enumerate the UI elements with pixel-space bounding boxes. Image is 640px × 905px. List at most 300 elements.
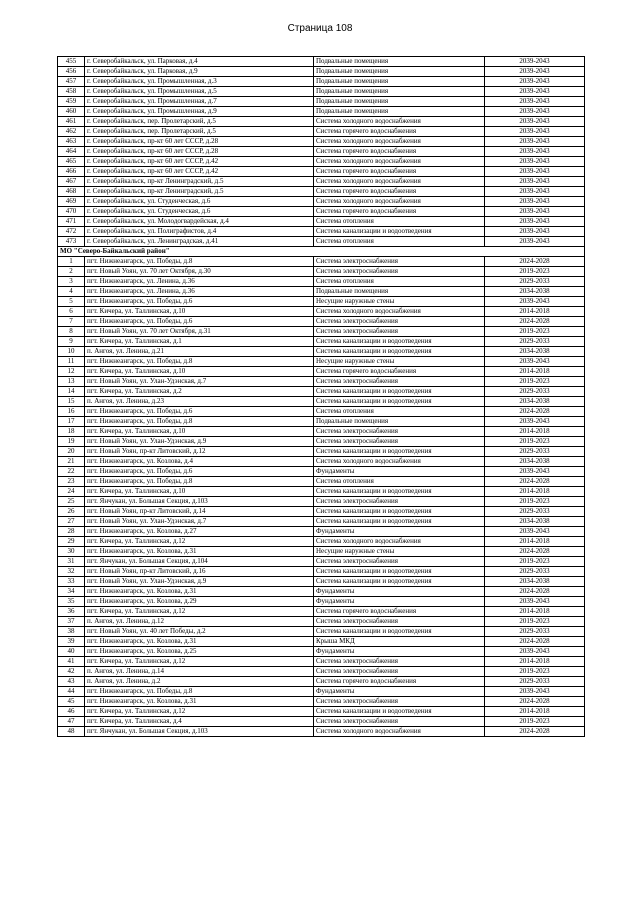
table-row bbox=[58, 177, 585, 187]
period-cell: 2029-2033 bbox=[485, 677, 585, 687]
table-row bbox=[58, 77, 585, 87]
table-row bbox=[58, 257, 585, 267]
table-row bbox=[58, 117, 585, 127]
row-number-cell: 458 bbox=[58, 87, 85, 97]
work-type-cell: Подвальные помещения bbox=[314, 97, 485, 107]
period-cell: 2019-2023 bbox=[485, 327, 585, 337]
work-type-cell: Система канализации и водоотведения bbox=[314, 337, 485, 347]
address-cell: пгт. Нижнеангарск, ул. Победы, д.6 bbox=[85, 407, 314, 417]
table-row bbox=[58, 207, 585, 217]
row-number-cell: 22 bbox=[58, 467, 85, 477]
row-number-cell: 2 bbox=[58, 267, 85, 277]
period-cell: 2014-2018 bbox=[485, 307, 585, 317]
address-cell: пгт. Нижнеангарск, ул. Козлова, д.31 bbox=[85, 637, 314, 647]
row-number-cell: 32 bbox=[58, 567, 85, 577]
work-type-cell: Система горячего водоснабжения bbox=[314, 147, 485, 157]
row-number-cell: 464 bbox=[58, 147, 85, 157]
row-number-cell: 469 bbox=[58, 197, 85, 207]
period-cell: 2034-2038 bbox=[485, 517, 585, 527]
row-number-cell: 24 bbox=[58, 487, 85, 497]
table-row bbox=[58, 537, 585, 547]
row-number-cell: 473 bbox=[58, 237, 85, 247]
table-row bbox=[58, 627, 585, 637]
table-row bbox=[58, 667, 585, 677]
row-number-cell: 455 bbox=[58, 57, 85, 67]
period-cell: 2039-2043 bbox=[485, 217, 585, 227]
row-number-cell: 42 bbox=[58, 667, 85, 677]
table-row bbox=[58, 447, 585, 457]
work-type-cell: Система горячего водоснабжения bbox=[314, 677, 485, 687]
table-row bbox=[58, 577, 585, 587]
period-cell: 2014-2018 bbox=[485, 367, 585, 377]
period-cell: 2039-2043 bbox=[485, 647, 585, 657]
work-type-cell: Система холодного водоснабжения bbox=[314, 137, 485, 147]
work-type-cell: Подвальные помещения bbox=[314, 107, 485, 117]
row-number-cell: 466 bbox=[58, 167, 85, 177]
work-type-cell: Система канализации и водоотведения bbox=[314, 487, 485, 497]
table-row bbox=[58, 567, 585, 577]
address-cell: пгт. Новый Уоян, пр-кт Литовский, д.14 bbox=[85, 507, 314, 517]
table-row bbox=[58, 137, 585, 147]
work-type-cell: Фундаменты bbox=[314, 467, 485, 477]
row-number-cell: 45 bbox=[58, 697, 85, 707]
row-number-cell: 34 bbox=[58, 587, 85, 597]
row-number-cell: 467 bbox=[58, 177, 85, 187]
work-type-cell: Система канализации и водоотведения bbox=[314, 347, 485, 357]
row-number-cell: 25 bbox=[58, 497, 85, 507]
row-number-cell: 11 bbox=[58, 357, 85, 367]
work-type-cell: Система горячего водоснабжения bbox=[314, 607, 485, 617]
work-type-cell: Фундаменты bbox=[314, 647, 485, 657]
work-type-cell: Система горячего водоснабжения bbox=[314, 187, 485, 197]
row-number-cell: 28 bbox=[58, 527, 85, 537]
table-row bbox=[58, 327, 585, 337]
work-type-cell: Система холодного водоснабжения bbox=[314, 307, 485, 317]
address-cell: г. Северобайкальск, ул. Парковая, д.4 bbox=[85, 57, 314, 67]
work-type-cell: Система отопления bbox=[314, 407, 485, 417]
period-cell: 2039-2043 bbox=[485, 87, 585, 97]
period-cell: 2034-2038 bbox=[485, 577, 585, 587]
table-row bbox=[58, 677, 585, 687]
work-type-cell: Система отопления bbox=[314, 477, 485, 487]
address-cell: г. Северобайкальск, пр-кт 60 лет СССР, д.42 bbox=[85, 157, 314, 167]
address-cell: пгт. Нижнеангарск, ул. Победы, д.8 bbox=[85, 257, 314, 267]
table-row bbox=[58, 657, 585, 667]
row-number-cell: 3 bbox=[58, 277, 85, 287]
page-title: Страница 108 bbox=[287, 23, 353, 34]
row-number-cell: 46 bbox=[58, 707, 85, 717]
row-number-cell: 37 bbox=[58, 617, 85, 627]
address-cell: пгт. Нижнеангарск, ул. Козлова, д.29 bbox=[85, 597, 314, 607]
address-cell: пгт. Нижнеангарск, ул. Победы, д.8 bbox=[85, 417, 314, 427]
table-row bbox=[58, 407, 585, 417]
address-cell: пгт. Янчукан, ул. Большая Секция, д.103 bbox=[85, 727, 314, 737]
period-cell: 2039-2043 bbox=[485, 67, 585, 77]
period-cell: 2034-2038 bbox=[485, 347, 585, 357]
address-cell: пгт. Нижнеангарск, ул. Победы, д.6 bbox=[85, 317, 314, 327]
work-type-cell: Несущие наружные стены bbox=[314, 297, 485, 307]
address-cell: г. Северобайкальск, ул. Парковая, д.9 bbox=[85, 67, 314, 77]
table-row bbox=[58, 197, 585, 207]
work-type-cell: Система электроснабжения bbox=[314, 437, 485, 447]
table-row bbox=[58, 167, 585, 177]
period-cell: 2039-2043 bbox=[485, 197, 585, 207]
table-row bbox=[58, 287, 585, 297]
table-row bbox=[58, 107, 585, 117]
row-number-cell: 4 bbox=[58, 287, 85, 297]
row-number-cell: 9 bbox=[58, 337, 85, 347]
address-cell: пгт. Нижнеангарск, ул. Победы, д.6 bbox=[85, 297, 314, 307]
row-number-cell: 47 bbox=[58, 717, 85, 727]
table-row bbox=[58, 527, 585, 537]
address-cell: пгт. Кичера, ул. Таллинская, д.10 bbox=[85, 427, 314, 437]
period-cell: 2024-2028 bbox=[485, 637, 585, 647]
address-cell: пгт. Новый Уоян, ул. Улан-Удэнская, д.9 bbox=[85, 437, 314, 447]
work-type-cell: Система холодного водоснабжения bbox=[314, 177, 485, 187]
work-type-cell: Система канализации и водоотведения bbox=[314, 627, 485, 637]
address-cell: пгт. Нижнеангарск, ул. Козлова, д.31 bbox=[85, 547, 314, 557]
table-row bbox=[58, 397, 585, 407]
table-row bbox=[58, 227, 585, 237]
period-cell: 2039-2043 bbox=[485, 187, 585, 197]
work-type-cell: Система горячего водоснабжения bbox=[314, 367, 485, 377]
table-row bbox=[58, 297, 585, 307]
table-row bbox=[58, 147, 585, 157]
work-type-cell: Система горячего водоснабжения bbox=[314, 207, 485, 217]
work-type-cell: Система канализации и водоотведения bbox=[314, 707, 485, 717]
row-number-cell: 41 bbox=[58, 657, 85, 667]
work-type-cell: Система канализации и водоотведения bbox=[314, 227, 485, 237]
work-type-cell: Система электроснабжения bbox=[314, 617, 485, 627]
period-cell: 2019-2023 bbox=[485, 617, 585, 627]
work-type-cell: Система электроснабжения bbox=[314, 427, 485, 437]
row-number-cell: 31 bbox=[58, 557, 85, 567]
address-cell: пгт. Новый Уоян, ул. Улан-Удэнская, д.9 bbox=[85, 577, 314, 587]
address-cell: п. Ангоя, ул. Ленина, д.14 bbox=[85, 667, 314, 677]
row-number-cell: 36 bbox=[58, 607, 85, 617]
work-type-cell: Фундаменты bbox=[314, 687, 485, 697]
table-row bbox=[58, 617, 585, 627]
address-cell: пгт. Нижнеангарск, ул. Победы, д.8 bbox=[85, 477, 314, 487]
period-cell: 2029-2033 bbox=[485, 277, 585, 287]
period-cell: 2024-2028 bbox=[485, 727, 585, 737]
address-cell: пгт. Нижнеангарск, ул. Победы, д.6 bbox=[85, 467, 314, 477]
table-row bbox=[58, 437, 585, 447]
address-cell: пгт. Кичера, ул. Таллинская, д.10 bbox=[85, 307, 314, 317]
period-cell: 2039-2043 bbox=[485, 77, 585, 87]
table-row bbox=[58, 357, 585, 367]
address-cell: п. Ангоя, ул. Ленина, д.12 bbox=[85, 617, 314, 627]
address-cell: г. Северобайкальск, пер. Пролетарский, д.5 bbox=[85, 117, 314, 127]
period-cell: 2029-2033 bbox=[485, 507, 585, 517]
period-cell: 2039-2043 bbox=[485, 417, 585, 427]
address-cell: г. Северобайкальск, ул. Ленинградская, д.41 bbox=[85, 237, 314, 247]
work-type-cell: Система электроснабжения bbox=[314, 257, 485, 267]
work-type-cell: Система холодного водоснабжения bbox=[314, 727, 485, 737]
period-cell: 2014-2018 bbox=[485, 487, 585, 497]
row-number-cell: 460 bbox=[58, 107, 85, 117]
table-row bbox=[58, 337, 585, 347]
period-cell: 2024-2028 bbox=[485, 697, 585, 707]
table-row bbox=[58, 377, 585, 387]
table-row bbox=[58, 587, 585, 597]
address-cell: пгт. Кичера, ул. Таллинская, д.12 bbox=[85, 707, 314, 717]
work-type-cell: Подвальные помещения bbox=[314, 417, 485, 427]
address-cell: пгт. Нижнеангарск, ул. Ленина, д.36 bbox=[85, 287, 314, 297]
address-cell: г. Северобайкальск, пер. Пролетарский, д.5 bbox=[85, 127, 314, 137]
work-type-cell: Система канализации и водоотведения bbox=[314, 517, 485, 527]
row-number-cell: 465 bbox=[58, 157, 85, 167]
period-cell: 2024-2028 bbox=[485, 407, 585, 417]
work-type-cell: Подвальные помещения bbox=[314, 57, 485, 67]
row-number-cell: 48 bbox=[58, 727, 85, 737]
work-type-cell: Система электроснабжения bbox=[314, 497, 485, 507]
row-number-cell: 6 bbox=[58, 307, 85, 317]
period-cell: 2039-2043 bbox=[485, 527, 585, 537]
address-cell: пгт. Нижнеангарск, ул. Козлова, д.27 bbox=[85, 527, 314, 537]
address-cell: пгт. Кичера, ул. Таллинская, д.10 bbox=[85, 367, 314, 377]
work-type-cell: Система канализации и водоотведения bbox=[314, 577, 485, 587]
row-number-cell: 19 bbox=[58, 437, 85, 447]
table-row bbox=[58, 217, 585, 227]
table-row bbox=[58, 237, 585, 247]
table-row bbox=[58, 417, 585, 427]
period-cell: 2029-2033 bbox=[485, 387, 585, 397]
table-row bbox=[58, 647, 585, 657]
table-row bbox=[58, 607, 585, 617]
table-row bbox=[58, 477, 585, 487]
row-number-cell: 20 bbox=[58, 447, 85, 457]
work-type-cell: Система отопления bbox=[314, 217, 485, 227]
address-cell: пгт. Нижнеангарск, ул. Козлова, д.31 bbox=[85, 697, 314, 707]
period-cell: 2029-2033 bbox=[485, 337, 585, 347]
row-number-cell: 14 bbox=[58, 387, 85, 397]
row-number-cell: 470 bbox=[58, 207, 85, 217]
table-row bbox=[58, 597, 585, 607]
table-row bbox=[58, 457, 585, 467]
table-row bbox=[58, 467, 585, 477]
work-type-cell: Система электроснабжения bbox=[314, 557, 485, 567]
row-number-cell: 471 bbox=[58, 217, 85, 227]
row-number-cell: 21 bbox=[58, 457, 85, 467]
period-cell: 2014-2018 bbox=[485, 657, 585, 667]
period-cell: 2024-2028 bbox=[485, 477, 585, 487]
period-cell: 2039-2043 bbox=[485, 57, 585, 67]
table-row bbox=[58, 277, 585, 287]
work-type-cell: Система холодного водоснабжения bbox=[314, 457, 485, 467]
work-type-cell: Система горячего водоснабжения bbox=[314, 167, 485, 177]
address-cell: пгт. Нижнеангарск, ул. Козлова, д.4 bbox=[85, 457, 314, 467]
address-cell: пгт. Новый Уоян, пр-кт Литовский, д.12 bbox=[85, 447, 314, 457]
row-number-cell: 27 bbox=[58, 517, 85, 527]
work-type-cell: Система электроснабжения bbox=[314, 377, 485, 387]
table-row bbox=[58, 637, 585, 647]
work-type-cell: Система канализации и водоотведения bbox=[314, 397, 485, 407]
address-cell: пгт. Кичера, ул. Таллинская, д.12 bbox=[85, 657, 314, 667]
address-cell: г. Северобайкальск, ул. Полиграфистов, д.4 bbox=[85, 227, 314, 237]
table-row bbox=[58, 127, 585, 137]
table-row bbox=[58, 547, 585, 557]
work-type-cell: Система электроснабжения bbox=[314, 327, 485, 337]
period-cell: 2034-2038 bbox=[485, 287, 585, 297]
table-row bbox=[58, 367, 585, 377]
work-type-cell: Крыша МКД bbox=[314, 637, 485, 647]
work-type-cell: Фундаменты bbox=[314, 587, 485, 597]
work-type-cell: Система электроснабжения bbox=[314, 317, 485, 327]
period-cell: 2039-2043 bbox=[485, 687, 585, 697]
period-cell: 2019-2023 bbox=[485, 377, 585, 387]
work-type-cell: Подвальные помещения bbox=[314, 287, 485, 297]
period-cell: 2024-2028 bbox=[485, 547, 585, 557]
row-number-cell: 18 bbox=[58, 427, 85, 437]
table-row bbox=[58, 707, 585, 717]
row-number-cell: 33 bbox=[58, 577, 85, 587]
row-number-cell: 16 bbox=[58, 407, 85, 417]
period-cell: 2019-2023 bbox=[485, 267, 585, 277]
period-cell: 2029-2033 bbox=[485, 447, 585, 457]
row-number-cell: 457 bbox=[58, 77, 85, 87]
row-number-cell: 456 bbox=[58, 67, 85, 77]
period-cell: 2039-2043 bbox=[485, 167, 585, 177]
work-type-cell: Система холодного водоснабжения bbox=[314, 157, 485, 167]
period-cell: 2014-2018 bbox=[485, 707, 585, 717]
work-type-cell: Система канализации и водоотведения bbox=[314, 447, 485, 457]
row-number-cell: 30 bbox=[58, 547, 85, 557]
period-cell: 2024-2028 bbox=[485, 257, 585, 267]
table-row bbox=[58, 187, 585, 197]
work-type-cell: Несущие наружные стены bbox=[314, 547, 485, 557]
period-cell: 2019-2023 bbox=[485, 437, 585, 447]
address-cell: пгт. Кичера, ул. Таллинская, д.1 bbox=[85, 337, 314, 347]
table-row bbox=[58, 717, 585, 727]
work-type-cell: Система горячего водоснабжения bbox=[314, 127, 485, 137]
address-cell: г. Северобайкальск, ул. Студенческая, д.6 bbox=[85, 207, 314, 217]
work-type-cell: Система отопления bbox=[314, 277, 485, 287]
period-cell: 2039-2043 bbox=[485, 467, 585, 477]
address-cell: п. Ангоя, ул. Ленина, д.2 bbox=[85, 677, 314, 687]
section-header-row bbox=[58, 247, 585, 257]
address-cell: пгт. Нижнеангарск, ул. Козлова, д.31 bbox=[85, 587, 314, 597]
table-row bbox=[58, 387, 585, 397]
row-number-cell: 15 bbox=[58, 397, 85, 407]
period-cell: 2019-2023 bbox=[485, 717, 585, 727]
address-cell: г. Северобайкальск, пр-кт 60 лет СССР, д.28 bbox=[85, 137, 314, 147]
work-type-cell: Фундаменты bbox=[314, 527, 485, 537]
address-cell: пгт. Нижнеангарск, ул. Ленина, д.36 bbox=[85, 277, 314, 287]
address-cell: г. Северобайкальск, ул. Промышленная, д.3 bbox=[85, 77, 314, 87]
period-cell: 2039-2043 bbox=[485, 357, 585, 367]
period-cell: 2039-2043 bbox=[485, 97, 585, 107]
address-cell: пгт. Новый Уоян, ул. 70 лет Октября, д.30 bbox=[85, 267, 314, 277]
address-cell: г. Северобайкальск, пр-кт Ленинградский, д.5 bbox=[85, 187, 314, 197]
work-type-cell: Фундаменты bbox=[314, 597, 485, 607]
address-cell: пгт. Новый Уоян, ул. 70 лет Октября, д.31 bbox=[85, 327, 314, 337]
table-row bbox=[58, 427, 585, 437]
address-cell: пгт. Янчукан, ул. Большая Секция, д.103 bbox=[85, 497, 314, 507]
row-number-cell: 461 bbox=[58, 117, 85, 127]
work-type-cell: Несущие наружные стены bbox=[314, 357, 485, 367]
period-cell: 2039-2043 bbox=[485, 227, 585, 237]
work-type-cell: Система канализации и водоотведения bbox=[314, 567, 485, 577]
work-type-cell: Система электроснабжения bbox=[314, 267, 485, 277]
row-number-cell: 468 bbox=[58, 187, 85, 197]
row-number-cell: 7 bbox=[58, 317, 85, 327]
row-number-cell: 1 bbox=[58, 257, 85, 267]
period-cell: 2014-2018 bbox=[485, 607, 585, 617]
address-cell: пгт. Кичера, ул. Таллинская, д.12 bbox=[85, 607, 314, 617]
table-row bbox=[58, 347, 585, 357]
address-cell: пгт. Кичера, ул. Таллинская, д.10 bbox=[85, 487, 314, 497]
period-cell: 2034-2038 bbox=[485, 457, 585, 467]
period-cell: 2039-2043 bbox=[485, 597, 585, 607]
period-cell: 2039-2043 bbox=[485, 157, 585, 167]
period-cell: 2024-2028 bbox=[485, 317, 585, 327]
row-number-cell: 10 bbox=[58, 347, 85, 357]
address-cell: г. Северобайкальск, пр-кт 60 лет СССР, д.42 bbox=[85, 167, 314, 177]
row-number-cell: 26 bbox=[58, 507, 85, 517]
table-row bbox=[58, 67, 585, 77]
address-cell: пгт. Нижнеангарск, ул. Победы, д.8 bbox=[85, 687, 314, 697]
table-row bbox=[58, 157, 585, 167]
table-row bbox=[58, 497, 585, 507]
address-cell: пгт. Новый Уоян, ул. Улан-Удэнская, д.7 bbox=[85, 517, 314, 527]
row-number-cell: 39 bbox=[58, 637, 85, 647]
period-cell: 2039-2043 bbox=[485, 207, 585, 217]
period-cell: 2039-2043 bbox=[485, 297, 585, 307]
address-cell: пгт. Кичера, ул. Таллинская, д.4 bbox=[85, 717, 314, 727]
row-number-cell: 29 bbox=[58, 537, 85, 547]
repair-schedule-table bbox=[57, 56, 585, 737]
address-cell: п. Ангоя, ул. Ленина, д.23 bbox=[85, 397, 314, 407]
row-number-cell: 35 bbox=[58, 597, 85, 607]
address-cell: г. Северобайкальск, ул. Студенческая, д.6 bbox=[85, 197, 314, 207]
table-row bbox=[58, 97, 585, 107]
table-row bbox=[58, 487, 585, 497]
work-type-cell: Система холодного водоснабжения bbox=[314, 117, 485, 127]
row-number-cell: 5 bbox=[58, 297, 85, 307]
table-body bbox=[58, 57, 585, 737]
address-cell: г. Северобайкальск, ул. Промышленная, д.9 bbox=[85, 107, 314, 117]
period-cell: 2014-2018 bbox=[485, 427, 585, 437]
address-cell: г. Северобайкальск, ул. Промышленная, д.5 bbox=[85, 87, 314, 97]
row-number-cell: 43 bbox=[58, 677, 85, 687]
work-type-cell: Система канализации и водоотведения bbox=[314, 387, 485, 397]
work-type-cell: Система канализации и водоотведения bbox=[314, 507, 485, 517]
table-row bbox=[58, 267, 585, 277]
period-cell: 2039-2043 bbox=[485, 107, 585, 117]
period-cell: 2019-2023 bbox=[485, 667, 585, 677]
address-cell: пгт. Янчукан, ул. Большая Секция, д.104 bbox=[85, 557, 314, 567]
table-row bbox=[58, 57, 585, 67]
table-row bbox=[58, 697, 585, 707]
table-row bbox=[58, 517, 585, 527]
row-number-cell: 44 bbox=[58, 687, 85, 697]
table-row bbox=[58, 727, 585, 737]
row-number-cell: 38 bbox=[58, 627, 85, 637]
period-cell: 2039-2043 bbox=[485, 137, 585, 147]
period-cell: 2019-2023 bbox=[485, 497, 585, 507]
address-cell: г. Северобайкальск, пр-кт Ленинградский, д.5 bbox=[85, 177, 314, 187]
table-row bbox=[58, 307, 585, 317]
row-number-cell: 8 bbox=[58, 327, 85, 337]
table-row bbox=[58, 87, 585, 97]
work-type-cell: Система холодного водоснабжения bbox=[314, 537, 485, 547]
work-type-cell: Система электроснабжения bbox=[314, 717, 485, 727]
row-number-cell: 472 bbox=[58, 227, 85, 237]
row-number-cell: 459 bbox=[58, 97, 85, 107]
address-cell: г. Северобайкальск, ул. Промышленная, д.7 bbox=[85, 97, 314, 107]
table-row bbox=[58, 317, 585, 327]
